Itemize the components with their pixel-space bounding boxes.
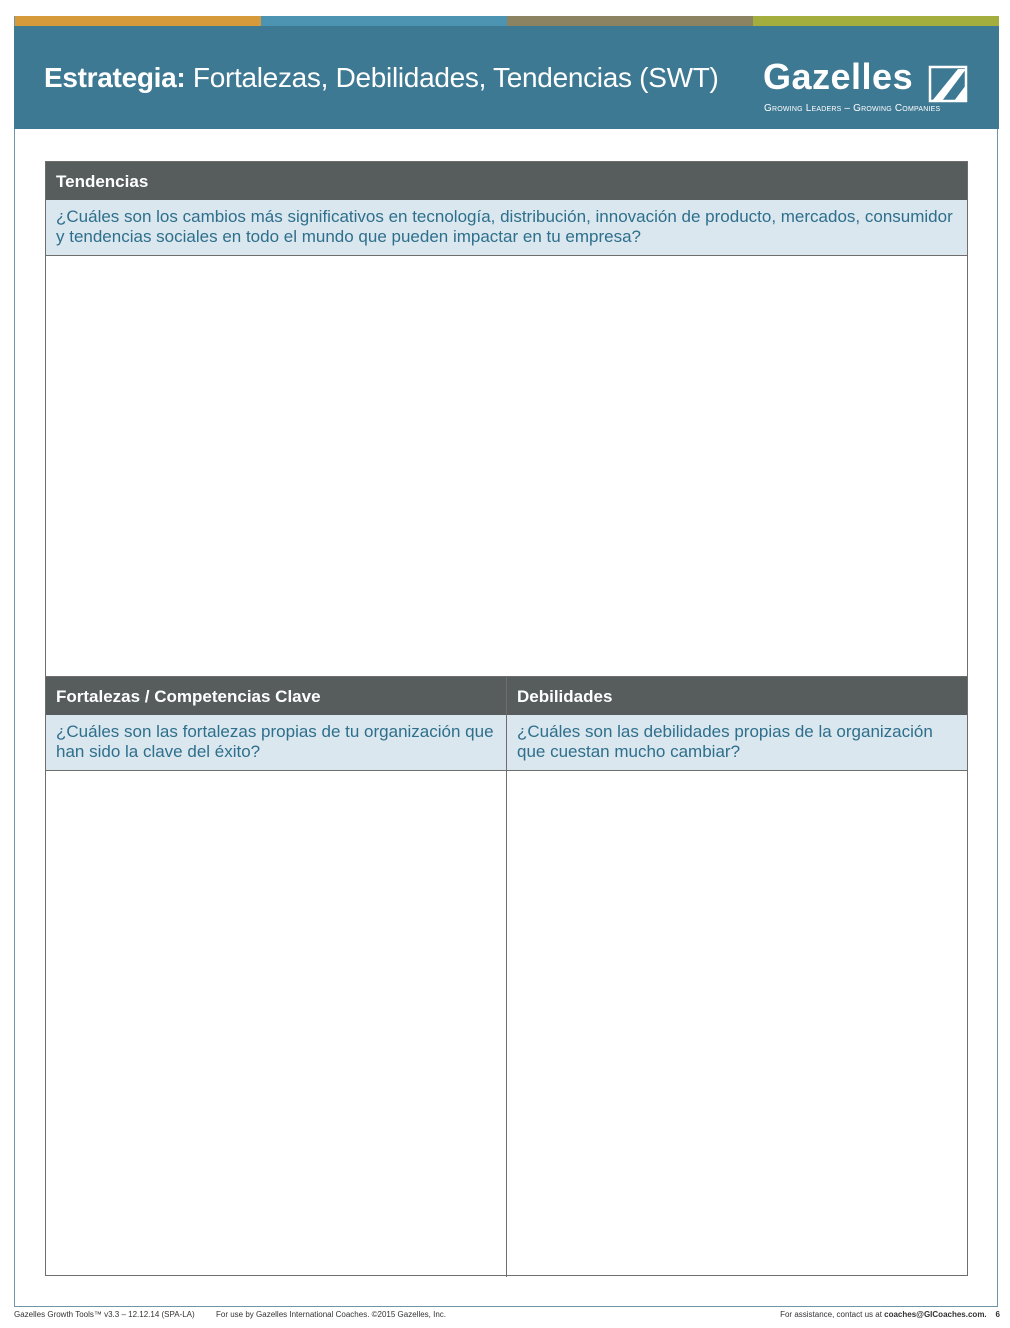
footer-assistance	[780, 1310, 1000, 1319]
weaknesses-heading: Debilidades	[507, 677, 967, 715]
page-title	[44, 62, 719, 94]
trends-heading: Tendencias	[46, 162, 967, 200]
page-title-bold: Estrategia:	[44, 62, 186, 93]
footer-version: Gazelles Growth Tools™ v3.3 – 12.12.14 (SPA-LA)	[14, 1310, 195, 1319]
gazelles-logo	[763, 56, 973, 116]
trends-answer-area[interactable]	[46, 256, 967, 676]
footer-assist-prefix: For assistance, contact us at	[780, 1310, 885, 1319]
strengths-answer-area[interactable]	[46, 771, 506, 1275]
weaknesses-answer-area[interactable]	[507, 771, 967, 1275]
page-title-rest: Fortalezas, Debilidades, Tendencias (SWT)	[185, 62, 719, 93]
logo-wordmark: Gazelles	[763, 56, 914, 97]
swt-worksheet	[45, 161, 968, 1276]
strengths-heading: Fortalezas / Competencias Clave	[46, 677, 506, 715]
gazelle-slash-logo-icon	[928, 65, 968, 103]
footer-email-link[interactable]: coaches@GICoaches.com.	[884, 1310, 987, 1319]
stripe-green	[753, 16, 999, 26]
strengths-question: ¿Cuáles son las fortalezas propias de tu organización que han sido la clave del éxito?	[46, 715, 506, 771]
weaknesses-question: ¿Cuáles son las debilidades propias de la organización que cuestan mucho cambiar?	[507, 715, 967, 771]
stripe-orange	[15, 16, 261, 26]
trends-question: ¿Cuáles son los cambios más significativos en tecnología, distribución, innovación de producto, mercados, consumidor y tendencias sociales en todo el mundo que pueden impactar en tu empresa?	[46, 200, 967, 256]
page-frame	[14, 16, 998, 1307]
footer-page-number	[987, 1310, 1000, 1319]
stripe-blue	[261, 16, 507, 26]
page-footer	[14, 1310, 1000, 1324]
header-band	[14, 26, 999, 129]
stripe-taupe	[507, 16, 753, 26]
page-number: 6	[995, 1310, 1000, 1319]
divider-vertical	[506, 677, 507, 1277]
logo-tagline: Growing Leaders – Growing Companies	[764, 103, 941, 114]
color-stripes	[15, 16, 999, 26]
footer-usage: For use by Gazelles International Coaches. ©2015 Gazelles, Inc.	[216, 1310, 447, 1319]
